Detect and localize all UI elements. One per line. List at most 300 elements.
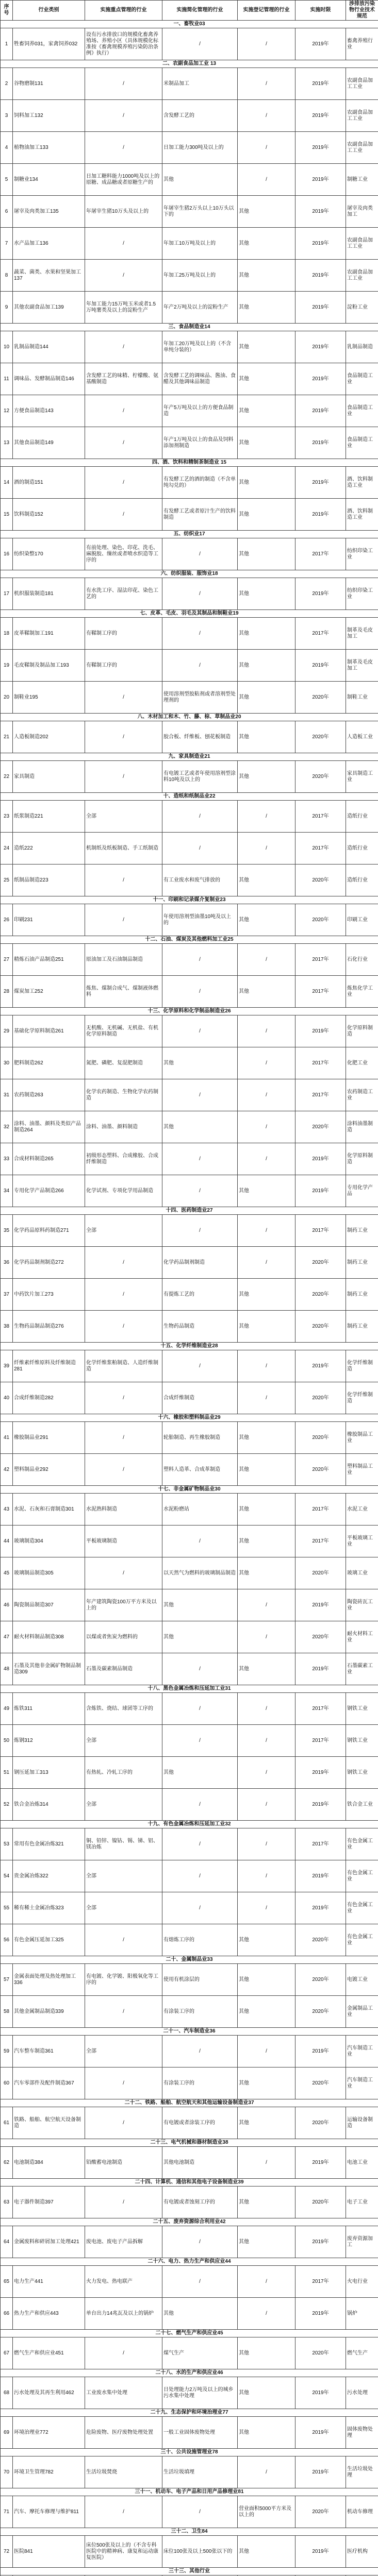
table-cell: 2020年 bbox=[295, 865, 346, 896]
table-cell: 2020年 bbox=[295, 2067, 346, 2099]
table-cell: / bbox=[85, 1279, 162, 1311]
column-header: 实施简化管理的行业 bbox=[162, 1, 238, 21]
table-row bbox=[1, 2417, 378, 2449]
table-cell: / bbox=[162, 976, 238, 1008]
table-cell: 农副食品加工工业 bbox=[346, 100, 378, 132]
table-cell: / bbox=[238, 1789, 295, 1821]
table-cell: 41 bbox=[1, 1422, 13, 1454]
table-cell: 2020年 bbox=[295, 1996, 346, 2028]
table-cell: / bbox=[162, 833, 238, 865]
table-cell: 制革及毛皮加工 bbox=[346, 618, 378, 650]
table-cell: / bbox=[238, 1860, 295, 1892]
table-cell: 24 bbox=[1, 833, 13, 865]
table-row bbox=[1, 1828, 378, 1860]
table-cell: 2020年 bbox=[295, 1964, 346, 1996]
table-cell: 日加工能力300吨及以上的 bbox=[162, 132, 238, 164]
section-row bbox=[1, 610, 378, 618]
section-row bbox=[1, 2139, 378, 2147]
table-row bbox=[1, 1422, 378, 1454]
table-cell: 其他 bbox=[238, 2067, 295, 2099]
table-cell: 使用有机涂层的 bbox=[162, 1964, 238, 1996]
table-cell: / bbox=[85, 260, 162, 292]
table-cell: 人造板制造202 bbox=[13, 721, 85, 753]
table-cell: 农副食品加工工业 bbox=[346, 228, 378, 260]
table-row bbox=[1, 395, 378, 427]
table-cell: 化学纤维制造 bbox=[346, 1382, 378, 1414]
table-cell: 纸浆制造221 bbox=[13, 801, 85, 833]
section-title: 六、纺织服装、服饰业18 bbox=[1, 570, 378, 578]
table-cell: 方便食品制造143 bbox=[13, 395, 85, 427]
table-cell: 70 bbox=[1, 2456, 13, 2488]
table-cell: 制鞋工业 bbox=[346, 682, 378, 714]
table-row bbox=[1, 944, 378, 976]
table-cell: 铜、铅锌、镍钴、锡、锑、铝、镁冶炼 bbox=[85, 1828, 162, 1860]
table-cell: 61 bbox=[1, 2107, 13, 2139]
section-row bbox=[1, 459, 378, 467]
table-cell: / bbox=[238, 1247, 295, 1279]
table-row bbox=[1, 682, 378, 714]
table-row bbox=[1, 1143, 378, 1175]
table-cell: 环境治理业772 bbox=[13, 2417, 85, 2449]
table-cell: 酒的制造151 bbox=[13, 467, 85, 499]
table-cell: 其他 bbox=[238, 196, 295, 228]
table-cell: 2020年 bbox=[295, 1621, 346, 1653]
table-cell: 化学试剂、专项化学用品制造 bbox=[85, 1175, 162, 1207]
table-row bbox=[1, 976, 378, 1008]
table-cell: 其他 bbox=[238, 650, 295, 682]
table-cell: 铁合金工业 bbox=[346, 1789, 378, 1821]
table-cell: 使用溶剂型胶粘剂或者溶剂型处理剂的 bbox=[162, 682, 238, 714]
table-cell: 其他金属制品制造339 bbox=[13, 1996, 85, 2028]
table-cell: / bbox=[162, 2496, 238, 2528]
table-cell: 造纸行业 bbox=[346, 833, 378, 865]
table-cell: 化学纤维制造 bbox=[346, 1350, 378, 1382]
table-cell: 纺织印染工业 bbox=[346, 578, 378, 610]
table-body bbox=[1, 21, 378, 2576]
table-cell: 27 bbox=[1, 944, 13, 976]
table-cell: 其他 bbox=[238, 1454, 295, 1486]
table-cell: 2020年 bbox=[295, 1311, 346, 1343]
table-row bbox=[1, 228, 378, 260]
table-cell: 21 bbox=[1, 721, 13, 753]
table-cell: 汽车、摩托车修理与维护811 bbox=[13, 2496, 85, 2528]
table-row bbox=[1, 2067, 378, 2099]
table-cell: 机动车修理 bbox=[346, 2496, 378, 2528]
table-cell: 其他电池制造 bbox=[162, 2147, 238, 2179]
table-cell: 其他 bbox=[238, 292, 295, 324]
table-cell: 其他 bbox=[238, 761, 295, 793]
table-cell: 涂料、油墨、颜料及类似产品制造264 bbox=[13, 1111, 85, 1143]
table-cell: 其他 bbox=[238, 578, 295, 610]
table-cell: 全部 bbox=[85, 1892, 162, 1924]
section-title: 十五、化学纤维制造业28 bbox=[1, 1343, 378, 1350]
table-cell: 年产5万吨及以上的方便食品制造 bbox=[162, 395, 238, 427]
table-cell: 2 bbox=[1, 68, 13, 100]
table-cell: 2019年 bbox=[295, 499, 346, 531]
table-cell: 初级形态塑料、合成橡胶、合成纤维制造 bbox=[85, 1143, 162, 1175]
table-cell: 有色金属工业 bbox=[346, 1828, 378, 1860]
table-cell: 2020年 bbox=[295, 1422, 346, 1454]
table-cell: 铅酸蓄电池制造 bbox=[85, 2147, 162, 2179]
table-cell: / bbox=[238, 1589, 295, 1621]
table-cell: 淀粉工业 bbox=[346, 292, 378, 324]
table-cell: / bbox=[162, 28, 238, 60]
table-cell: 全部 bbox=[85, 1725, 162, 1757]
table-cell: 其他 bbox=[238, 1175, 295, 1207]
table-row bbox=[1, 1725, 378, 1757]
table-cell: 2017年 bbox=[295, 1047, 346, 1079]
table-row bbox=[1, 1892, 378, 1924]
table-cell: / bbox=[85, 1247, 162, 1279]
table-cell: 其他 bbox=[238, 2226, 295, 2258]
table-cell: 2020年 bbox=[295, 761, 346, 793]
section-row bbox=[1, 1685, 378, 1693]
table-cell: 电子器件制造397 bbox=[13, 2187, 85, 2218]
table-cell: 炼焦化学工业 bbox=[346, 976, 378, 1008]
table-cell: 火力发电、热电联产 bbox=[85, 2266, 162, 2298]
table-cell: 2019年 bbox=[295, 100, 346, 132]
section-row bbox=[1, 60, 378, 68]
table-cell: 水泥粉磨站 bbox=[162, 1494, 238, 1526]
table-cell: / bbox=[85, 2496, 162, 2528]
table-cell: / bbox=[238, 801, 295, 833]
table-row bbox=[1, 2456, 378, 2488]
table-row bbox=[1, 2226, 378, 2258]
table-cell: 71 bbox=[1, 2496, 13, 2528]
section-title: 五、纺织业17 bbox=[1, 531, 378, 538]
table-cell: / bbox=[85, 1311, 162, 1343]
column-header: 实施重点管理的行业 bbox=[85, 1, 162, 21]
table-row bbox=[1, 2147, 378, 2179]
table-cell: 其他 bbox=[238, 1526, 295, 1557]
table-cell: 2017年 bbox=[295, 1725, 346, 1757]
table-cell: 2020年 bbox=[295, 721, 346, 753]
table-cell: / bbox=[85, 427, 162, 459]
table-cell: 8 bbox=[1, 260, 13, 292]
table-cell: 床位100张及以上500张以下的 bbox=[162, 2536, 238, 2568]
section-title: 二十四、计算机、通信和其他电子设备制造业39 bbox=[1, 2179, 378, 2187]
table-row bbox=[1, 904, 378, 936]
table-cell: / bbox=[162, 1215, 238, 1247]
table-cell: 年产2万吨及以上的淀粉生产 bbox=[162, 292, 238, 324]
table-cell: 23 bbox=[1, 801, 13, 833]
table-cell: 炼铁311 bbox=[13, 1693, 85, 1725]
table-row bbox=[1, 1047, 378, 1079]
table-cell: 合成纤维制造282 bbox=[13, 1382, 85, 1414]
table-cell: 2019年 bbox=[295, 1789, 346, 1821]
table-cell: 其他 bbox=[238, 499, 295, 531]
table-row bbox=[1, 650, 378, 682]
table-cell: / bbox=[162, 944, 238, 976]
table-cell: 单台出力14兆瓦及以上的锅炉 bbox=[85, 2298, 162, 2330]
section-title: 二、农副食品加工业 13 bbox=[1, 60, 378, 68]
table-cell: 水泥工业 bbox=[346, 1494, 378, 1526]
section-row bbox=[1, 2330, 378, 2337]
table-cell: 其他 bbox=[238, 682, 295, 714]
table-cell: 生物药品制品制造276 bbox=[13, 1311, 85, 1343]
table-cell: 其他 bbox=[162, 164, 238, 196]
table-cell: 68 bbox=[1, 2377, 13, 2409]
table-cell: 其他 bbox=[238, 1494, 295, 1526]
table-cell: 33 bbox=[1, 1143, 13, 1175]
table-cell: 48 bbox=[1, 1653, 13, 1685]
section-row bbox=[1, 2488, 378, 2496]
section-title: 二十一、汽车制造业36 bbox=[1, 2028, 378, 2036]
section-title: 九、家具制造业21 bbox=[1, 753, 378, 761]
table-cell: 合成纤维制造 bbox=[162, 1382, 238, 1414]
table-cell: 2020年 bbox=[295, 2107, 346, 2139]
table-row bbox=[1, 2496, 378, 2528]
table-cell: 32 bbox=[1, 1111, 13, 1143]
table-cell: / bbox=[85, 499, 162, 531]
table-cell: 含发酵工艺的 bbox=[162, 100, 238, 132]
table-cell: 无机酸、无机碱、无机盐、有机化学原料制造 bbox=[85, 1015, 162, 1047]
table-cell: 31 bbox=[1, 1079, 13, 1111]
table-cell: / bbox=[238, 28, 295, 60]
table-cell: / bbox=[162, 650, 238, 682]
table-row bbox=[1, 363, 378, 395]
section-row bbox=[1, 2409, 378, 2417]
table-cell: 其他 bbox=[238, 1422, 295, 1454]
table-cell: 56 bbox=[1, 1924, 13, 1956]
table-row bbox=[1, 1494, 378, 1526]
table-row bbox=[1, 2187, 378, 2218]
table-cell: 2020年 bbox=[295, 2496, 346, 2528]
table-row bbox=[1, 100, 378, 132]
table-cell: / bbox=[162, 1175, 238, 1207]
table-cell: / bbox=[85, 904, 162, 936]
table-cell: 51 bbox=[1, 1757, 13, 1789]
table-cell: 化学原料制造 bbox=[346, 1143, 378, 1175]
table-cell: 其他 bbox=[238, 2417, 295, 2449]
table-cell: 汽车制造工业 bbox=[346, 2067, 378, 2099]
section-row bbox=[1, 2218, 378, 2226]
section-row bbox=[1, 531, 378, 538]
table-cell: 2019年 bbox=[295, 2377, 346, 2409]
table-cell: 原油加工及石油制品制造 bbox=[85, 944, 162, 976]
table-cell: / bbox=[238, 164, 295, 196]
column-header: 实施时限 bbox=[295, 1, 346, 21]
table-cell: / bbox=[162, 578, 238, 610]
table-row bbox=[1, 761, 378, 793]
table-cell: 2017年 bbox=[295, 538, 346, 570]
table-cell: 37 bbox=[1, 1279, 13, 1311]
table-cell: 电池制造384 bbox=[13, 2147, 85, 2179]
table-row bbox=[1, 618, 378, 650]
table-cell: 其他 bbox=[238, 1279, 295, 1311]
table-cell: / bbox=[85, 761, 162, 793]
table-cell: 日加工糖料能力1000吨及以上的原糖、成品糖或者原糖生产的 bbox=[85, 164, 162, 196]
table-cell: 皮革鞣制加工191 bbox=[13, 618, 85, 650]
table-cell: 2017年 bbox=[295, 2266, 346, 2298]
table-cell: 废电池、废电子产品拆解 bbox=[85, 2226, 162, 2258]
table-cell: / bbox=[162, 1860, 238, 1892]
table-row bbox=[1, 132, 378, 164]
table-cell: / bbox=[162, 1015, 238, 1047]
table-cell: 年产1万吨及以上的食品及饲料添加剂制造 bbox=[162, 427, 238, 459]
table-cell: / bbox=[85, 467, 162, 499]
table-cell: 环境卫生管理782 bbox=[13, 2456, 85, 2488]
table-row bbox=[1, 538, 378, 570]
section-row bbox=[1, 936, 378, 944]
table-cell: 63 bbox=[1, 2187, 13, 2218]
table-cell: 38 bbox=[1, 1311, 13, 1343]
table-cell: 蔬菜、菌类、水果和坚果加工137 bbox=[13, 260, 85, 292]
table-cell: 2017年 bbox=[295, 1494, 346, 1526]
table-cell: 42 bbox=[1, 1454, 13, 1486]
table-cell: / bbox=[238, 68, 295, 100]
table-cell: 55 bbox=[1, 1892, 13, 1924]
table-cell: 调味品、发酵制品制造146 bbox=[13, 363, 85, 395]
table-row bbox=[1, 1279, 378, 1311]
table-row bbox=[1, 499, 378, 531]
section-title: 十三、化学原料和化学制品制造业26 bbox=[1, 1008, 378, 1015]
table-cell: 床位500张及以上的（不含专科医院中的精神病、康复和运动康复医院） bbox=[85, 2536, 162, 2568]
table-cell: 46 bbox=[1, 1589, 13, 1621]
section-row bbox=[1, 793, 378, 801]
table-cell: 酒、饮料制造工业 bbox=[346, 467, 378, 499]
table-cell: 平板玻璃工业 bbox=[346, 1526, 378, 1557]
table-cell: 钢铁工业 bbox=[346, 1725, 378, 1757]
table-cell: 一般工业固体废物处理 bbox=[162, 2417, 238, 2449]
table-row bbox=[1, 196, 378, 228]
table-cell: 其他 bbox=[238, 976, 295, 1008]
table-cell: 其他 bbox=[238, 228, 295, 260]
table-cell: 含发酵工艺的调味品、酱油、食醋及其他调味品制造 bbox=[162, 363, 238, 395]
table-cell: / bbox=[162, 1892, 238, 1924]
table-cell: 汽车制造工业 bbox=[346, 2036, 378, 2067]
table-cell: 铁路、船舶、航空航天设备制造 bbox=[13, 2107, 85, 2139]
table-cell: 肥料制造262 bbox=[13, 1047, 85, 1079]
table-cell: 食品制造工业 bbox=[346, 363, 378, 395]
table-cell: 其他 bbox=[238, 1557, 295, 1589]
table-cell: 汽车零部件及配件制造367 bbox=[13, 2067, 85, 2099]
table-cell: / bbox=[162, 1143, 238, 1175]
table-cell: 陶瓷砖瓦工业 bbox=[346, 1589, 378, 1621]
table-cell: 耐火材料制品制造308 bbox=[13, 1621, 85, 1653]
table-row bbox=[1, 1653, 378, 1685]
table-cell: 12 bbox=[1, 395, 13, 427]
table-cell: 生活垃圾处理 bbox=[346, 2456, 378, 2488]
column-header: 行业类别 bbox=[13, 1, 85, 21]
table-cell: 涂料、油墨、颜料制造 bbox=[85, 1111, 162, 1143]
table-cell: 农药制造263 bbox=[13, 1079, 85, 1111]
table-row bbox=[1, 721, 378, 753]
table-cell: 2017年 bbox=[295, 833, 346, 865]
table-cell: 26 bbox=[1, 904, 13, 936]
table-cell: 2019年 bbox=[295, 28, 346, 60]
table-cell: 涂料油墨制造 bbox=[346, 1111, 378, 1143]
section-title: 十二、石油、煤炭及其他燃料加工业25 bbox=[1, 936, 378, 944]
table-cell: 30 bbox=[1, 1047, 13, 1079]
table-cell: 44 bbox=[1, 1526, 13, 1557]
table-cell: 乳制品制造 bbox=[346, 331, 378, 363]
table-row bbox=[1, 1757, 378, 1789]
table-cell: 陶瓷制品制造307 bbox=[13, 1589, 85, 1621]
table-cell: 年加工10万吨及以上的 bbox=[162, 228, 238, 260]
table-cell: / bbox=[238, 833, 295, 865]
section-title: 二十六、电力、热力生产和供应业44 bbox=[1, 2258, 378, 2266]
table-cell: 常用有色金属冶炼321 bbox=[13, 1828, 85, 1860]
section-title: 三十三、其他行业 bbox=[1, 2568, 378, 2575]
table-cell: / bbox=[85, 1996, 162, 2028]
table-cell: 含炼铁、烧结、球团等工序的 bbox=[85, 1693, 162, 1725]
table-cell: 制革及毛皮加工 bbox=[346, 650, 378, 682]
table-cell: 2019年 bbox=[295, 1653, 346, 1685]
table-cell: 电池工业 bbox=[346, 2147, 378, 2179]
section-row bbox=[1, 753, 378, 761]
table-cell: / bbox=[85, 395, 162, 427]
section-row bbox=[1, 2528, 378, 2536]
table-cell: 62 bbox=[1, 2147, 13, 2179]
table-cell: 其他食品制造149 bbox=[13, 427, 85, 459]
table-cell: 以天然气为燃料的玻璃制品制造 bbox=[162, 1557, 238, 1589]
table-cell: 2020年 bbox=[295, 1557, 346, 1589]
table-row bbox=[1, 1079, 378, 1111]
table-cell: 其他 bbox=[238, 1924, 295, 1956]
table-cell: / bbox=[238, 1079, 295, 1111]
table-cell: 其他 bbox=[238, 467, 295, 499]
table-cell: 11 bbox=[1, 363, 13, 395]
table-cell: 2019年 bbox=[295, 1757, 346, 1789]
table-cell: 机织服装制造181 bbox=[13, 578, 85, 610]
table-cell: 6 bbox=[1, 196, 13, 228]
table-cell: 煤炭加工252 bbox=[13, 976, 85, 1008]
table-cell: 有电镀或者涂装工序的 bbox=[162, 2107, 238, 2139]
table-row bbox=[1, 2266, 378, 2298]
table-cell: 石墨碳素工业 bbox=[346, 1653, 378, 1685]
table-cell: 年加工25万吨及以上的 bbox=[162, 260, 238, 292]
section-row bbox=[1, 714, 378, 721]
table-cell: 其他 bbox=[238, 395, 295, 427]
table-cell: 其他 bbox=[238, 427, 295, 459]
table-cell: / bbox=[238, 1015, 295, 1047]
table-cell: 7 bbox=[1, 228, 13, 260]
section-row bbox=[1, 1956, 378, 1964]
section-row bbox=[1, 1343, 378, 1350]
table-cell: 纺织染整170 bbox=[13, 538, 85, 570]
table-cell: 贵金属冶炼322 bbox=[13, 1860, 85, 1892]
section-title: 四、酒、饮料和精制茶制造业 15 bbox=[1, 459, 378, 467]
table-cell: / bbox=[85, 2067, 162, 2099]
table-cell: 其他 bbox=[162, 1589, 238, 1621]
table-cell: 有鞣制工序的 bbox=[85, 650, 162, 682]
table-cell: 年屠宰生猪2万头以上10万头以下的 bbox=[162, 196, 238, 228]
table-row bbox=[1, 2298, 378, 2330]
table-cell: / bbox=[85, 228, 162, 260]
table-cell: 锅炉 bbox=[346, 2298, 378, 2330]
table-cell: / bbox=[238, 1215, 295, 1247]
section-row bbox=[1, 1207, 378, 1215]
table-cell: 钢铁工业 bbox=[346, 1693, 378, 1725]
table-row bbox=[1, 1589, 378, 1621]
table-cell: 其他 bbox=[238, 2377, 295, 2409]
table-cell: 其他 bbox=[238, 331, 295, 363]
table-cell: 水泥熟料制造 bbox=[85, 1494, 162, 1526]
table-cell: 5 bbox=[1, 164, 13, 196]
table-cell: 2019年 bbox=[295, 68, 346, 100]
table-cell: 2019年 bbox=[295, 2417, 346, 2449]
table-cell: 炼钢312 bbox=[13, 1725, 85, 1757]
table-cell: 燃气生产 bbox=[346, 2337, 378, 2369]
table-cell: / bbox=[85, 2107, 162, 2139]
table-cell: / bbox=[238, 1382, 295, 1414]
table-cell: 橡胶制品业291 bbox=[13, 1422, 85, 1454]
table-cell: 35 bbox=[1, 1215, 13, 1247]
table-cell: 玻璃制造304 bbox=[13, 1526, 85, 1557]
table-row bbox=[1, 1557, 378, 1589]
table-cell: 有电镀、化学镀、阳极氧化等工序的 bbox=[85, 1964, 162, 1996]
